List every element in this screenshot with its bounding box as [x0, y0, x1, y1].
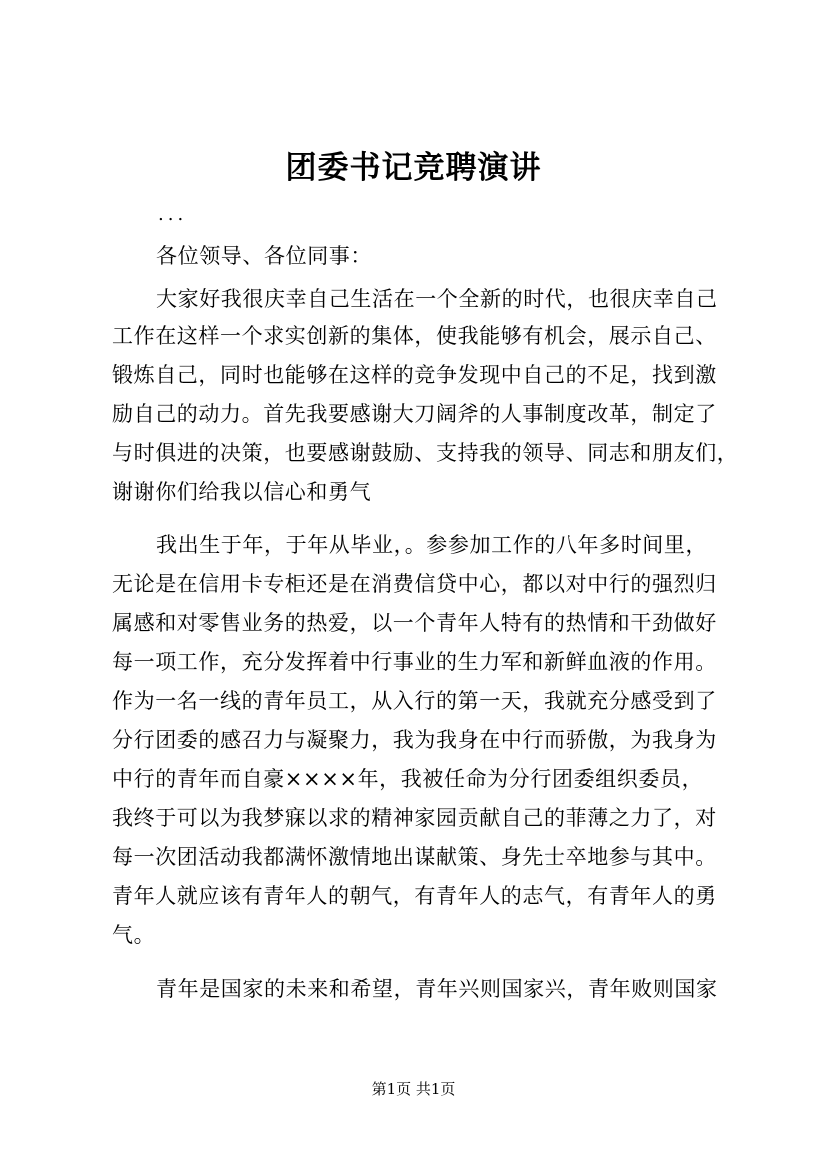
paragraph-line: 励自己的动力。首先我要感谢大刀阔斧的人事制度改革，制定了	[112, 402, 717, 426]
paragraph-line: 分行团委的感召力与凝聚力，我为我身在中行而骄傲，为我身为	[112, 728, 717, 752]
paragraph-line: 中行的青年而自豪××××年，我被任命为分行团委组织委员，	[112, 767, 704, 791]
paragraph-line: 每一次团活动我都满怀激情地出谋献策、身先士卒地参与其中。	[112, 845, 717, 869]
page-number-footer: 第1页 共1页	[371, 1080, 456, 1098]
paragraph-line: 青年人就应该有青年人的朝气，有青年人的志气，有青年人的勇	[112, 884, 717, 908]
document-title: 团委书记竞聘演讲	[285, 150, 542, 186]
paragraph-line: 与时俱进的决策，也要感谢鼓励、支持我的领导、同志和朋友们，	[112, 441, 739, 465]
paragraph-line: 作为一名一线的青年员工，从入行的第一天，我就充分感受到了	[112, 689, 717, 713]
paragraph-line: 无论是在信用卡专柜还是在消费信贷中心，都以对中行的强烈归	[112, 572, 717, 596]
paragraph-line: 工作在这样一个求实创新的集体，使我能够有机会，展示自己、	[112, 324, 717, 348]
paragraph-line: 谢谢你们给我以信心和勇气	[112, 480, 372, 504]
paragraph-line: 每一项工作，充分发挥着中行事业的生力军和新鲜血液的作用。	[112, 650, 717, 674]
ellipsis-marker: ...	[158, 204, 188, 225]
paragraph-line: 大家好我很庆幸自己生活在一个全新的时代，也很庆幸自己	[156, 287, 718, 311]
salutation-line: 各位领导、各位同事：	[156, 244, 372, 268]
paragraph-line: 我出生于年，于年从毕业，。参参加工作的八年多时间里，	[156, 533, 708, 557]
paragraph-line: 锻炼自己，同时也能够在这样的竞争发现中自己的不足，找到激	[112, 363, 717, 387]
paragraph-line: 我终于可以为我梦寐以求的精神家园贡献自己的菲薄之力了，对	[112, 806, 717, 830]
paragraph-line: 青年是国家的未来和希望，青年兴则国家兴，青年败则国家	[156, 977, 718, 1001]
paragraph-line: 气。	[112, 923, 156, 947]
paragraph-line: 属感和对零售业务的热爱，以一个青年人特有的热情和干劲做好	[112, 611, 717, 635]
